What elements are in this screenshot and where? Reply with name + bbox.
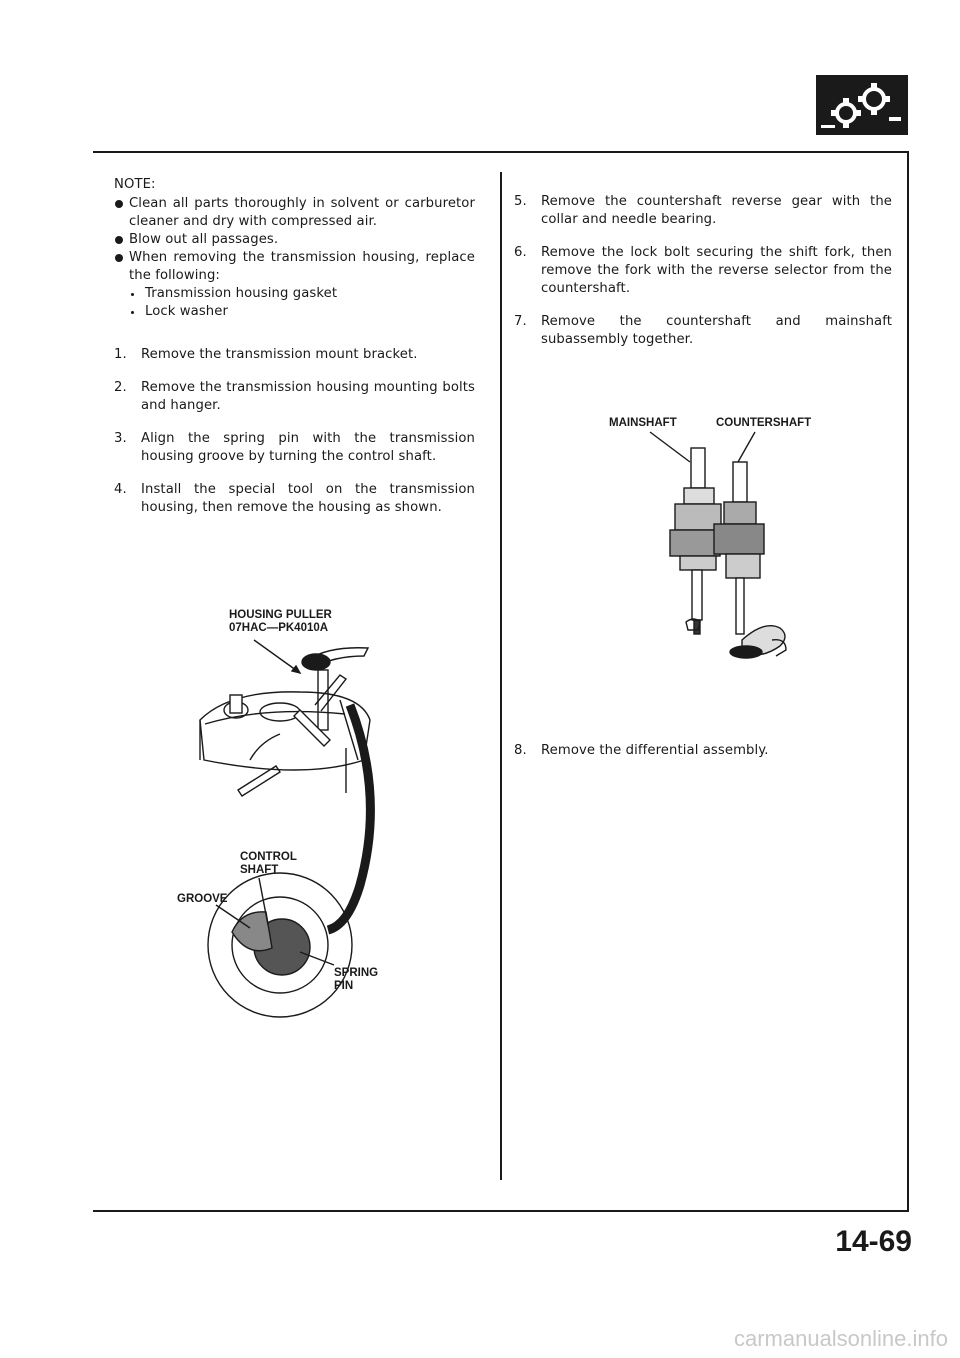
footer-rule	[93, 1210, 909, 1212]
note-sub-item: Lock washer	[114, 303, 475, 321]
step-text: Align the spring pin with the transmission housing groove by turning the control shaft.	[141, 431, 475, 464]
step-text: Remove the countershaft and mainshaft subassembly together.	[541, 314, 892, 347]
note-bullet: Blow out all passages.	[114, 231, 475, 249]
step-item	[114, 481, 475, 517]
step-text: Remove the differential assembly.	[541, 743, 769, 758]
right-step-8	[514, 742, 892, 760]
note-heading: NOTE:	[114, 177, 156, 192]
step-item	[114, 430, 475, 466]
step-text: Remove the transmission mount bracket.	[141, 347, 418, 362]
note-bullet: When removing the transmission housing, replace the following:	[114, 249, 475, 285]
control-shaft-label: CONTROL	[240, 851, 297, 863]
watermark: carmanualsonline.info	[733, 1326, 948, 1351]
step-number: 8.	[514, 743, 527, 758]
step-item	[514, 313, 892, 349]
frame-right-rule	[907, 151, 909, 1212]
step-item	[114, 379, 475, 415]
step-number: 2.	[114, 380, 127, 395]
note-sub-item: Transmission housing gasket	[114, 285, 475, 303]
step-number: 3.	[114, 431, 127, 446]
step-number: 7.	[514, 314, 527, 329]
header-rule	[93, 151, 909, 153]
step-item	[514, 742, 892, 760]
spring-pin-label: PIN	[334, 980, 354, 992]
left-steps	[114, 346, 475, 517]
step-text: Remove the lock bolt securing the shift fork, then remove the fork with the reverse selector from the countershaft.	[541, 245, 892, 296]
transmission-gears-icon	[816, 75, 908, 135]
left-column	[114, 176, 475, 321]
step-text: Remove the countershaft reverse gear with the collar and needle bearing.	[541, 194, 892, 227]
step-number: 1.	[114, 347, 127, 362]
step-item	[514, 244, 892, 298]
step-number: 4.	[114, 482, 127, 497]
mainshaft-label: MAINSHAFT	[609, 417, 677, 429]
column-divider	[500, 172, 502, 1180]
tool-name-label: HOUSING PULLER	[229, 609, 332, 621]
page-number: 14-69	[835, 1225, 912, 1258]
tool-number-label: 07HAC—PK4010A	[229, 622, 329, 634]
step-number: 5.	[514, 194, 527, 209]
step-text: Remove the transmission housing mounting bolts and hanger.	[141, 380, 475, 413]
step-item	[514, 193, 892, 229]
groove-label: GROOVE	[177, 893, 228, 905]
step-text: Install the special tool on the transmission housing, then remove the housing as shown.	[141, 482, 475, 515]
right-steps	[514, 193, 892, 349]
control-shaft-label: SHAFT	[240, 864, 279, 876]
step-number: 6.	[514, 245, 527, 260]
step-item	[114, 346, 475, 364]
note-bullet: Clean all parts thoroughly in solvent or carburetor cleaner and dry with compressed air.	[114, 195, 475, 231]
countershaft-label: COUNTERSHAFT	[716, 417, 812, 429]
spring-pin-label: SPRING	[334, 967, 379, 979]
